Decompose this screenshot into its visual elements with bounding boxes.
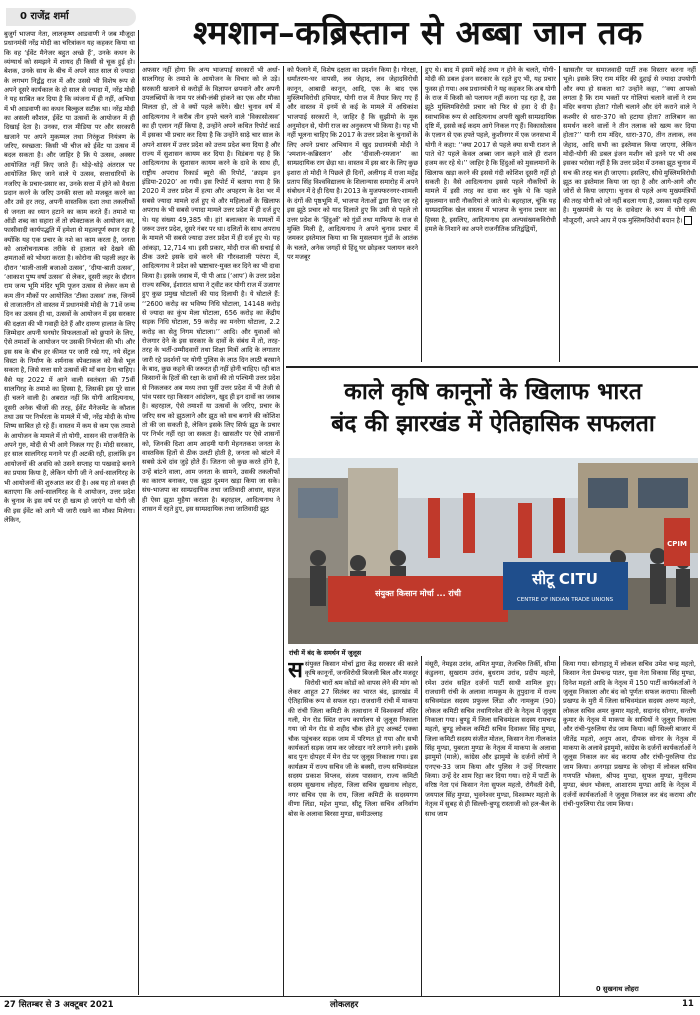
column-divider [283,66,284,996]
article2-column-2 [425,660,556,996]
headline-rule [140,62,698,63]
article1-column-4 [425,66,556,362]
column-divider [421,656,422,996]
footer-paper-name: लोकलहर [330,1000,359,1010]
article1-col1-text: बुजुर्ग भाजपा नेता, लालकृष्ण आडवाणी ने जब मौजूदा प्रधानमंत्री नरेंद्र मोदी का चरित्रांकन यह कहकर किया था कि वह ‘ईवेंट मैनेजर बहुत अच्छे हैं’, उनके कथन के व्यंग्यार्थ को समझने में शायद ही किसी से चूक हुई हो। बेशक, उनके साथ के बीच में अपने सात साल से ज्यादा के लगभग निर्द्वंद्व राज में और उससे भी विशेष रूप से अपने दूसरे कार्यकाल के दो साल से ज्यादा में, नरेंद्र मोदी ने यह साबित कर दिया है कि व्यंजना में ही नहीं, अभिधा में भी आडवाणी का कथन बिल्कुल सटीक था। नरेंद्र मोदी का असली कौशल, ईवेंट या उत्सवों के आयोजन में ही दिखाई देता है। उनका, राज मीडिया पर और सरकारी खजाने पर अपने मुकम्मल तथा निरंकुश नियंत्रण के जरिए, स्वच्छता: किसी भी चीज को ईवेंट या उत्सव में बदल सकता है। और जाहिर है कि ये उत्सव, अक्सर आयोजित नहीं किए जाते हैं। थोड़े-थोड़े अंतराल पर आयोजित किए जाने वाले ये उत्सव, सत्ताधारियों के नजरिए के प्रचार-प्रसार का, उनके सत्ता में होने को वैधता प्रदान करने के जरिए उनकी सत्ता को मजबूत करने का और उसे हर तरह, अपनी वास्तविक दशा तथा तकलीफों से जनता का ध्यान हटाने का काम करते हैं। तमाशे या ऑडी शब्द का सहारा लें तो स्पेक्टाकल के आयोजन का, फासीवादी कार्यपद्धति में हमेशा से महत्वपूर्ण स्थान रहा है क्योंकि यह एक प्रचार के नशे का काम करता है, जनता को आलोचनात्मक तरीके से हालात को देखने की क्षमताओं को भोथरा करता है। कोरोना की पहली लहर के दौरान ‘थाली-ताली बजाओ उत्सव’, ‘दीया-बाती उत्सव’, ‘आकाश पुष्प वर्षा उत्सव’ से लेकर, दूसरी लहर के दौरान राम जन्म भूमि मंदिर भूमि पूजन उत्सव से लेकर कम से कम तीन मौकों पर आयोजित ‘टीका उत्सव’ तक, जिनमें से ताजातरीन तो वास्तव में प्रधानमंत्री मोदी के 71वें जन्म दिन का उत्सव ही था, उत्सवों के आयोजन में इस सरकार की दक्षता की भी गवाही देते हैं और दारुण हालात के लिए जिम्मेदार अपनी घनघोर विफलताओं को छुपाने के लिए, ऐसे तमाशों के आयोजन पर उसकी निर्भरता की भी। और इस सब के बीच हर कीमत पर जारी रखे गए, नये सेंट्रल विस्टा के निर्माण के शर्मनाक स्पेक्टाकल को कैसे भूल सकता है, जिसे सत्ता सारे उत्सवों की माँ बना देना चाहिए। वैसे यह 2022 में आने वाली स्वतंत्रता की 75वीं सालगिरह के तमाशे का हिस्सा है, जिसकी इस पूरे साल ही चलने वाली है। अबरात नहीं कि योगी आदित्यनाथ, दूसरी अनेक चीजों की तरह, ईवेंट मैनेजमेंट के कौशल तथा उस पर निर्भरता के मामले में भी, नरेंद्र मोदी के योग्य शिष्य साबित हो रहे हैं। वास्तव में कम से कम एक तमाशे के आयोजन के मामले में तो योगी, शासन की राजनीति के अपने गुरु, मोदी से भी आगे निकल गए हैं। मोदी सरकार, हर साल सालगिरह मनाने पर ही अटकी रही, हालांकि इन आयोजनों की अवधि को उसने सप्ताह या पखवाड़े बनाने का प्रयास किया है, लेकिन योगी जी ने अर्ध-सालगिरह के भी आयोजनों की शुरुआत कर दी है। अब यह तो वक्त ही बताएगा कि अर्ध-सालगिरह के ये आयोजन, उत्तर प्रदेश के चुनाव के इस वर्ष पर ही खत्म हो जाएंगे या योगी जी की इस ईवेंट को आगे भी जारी रखने का मौका मिलेगा। लेकिन, [4,30,135,524]
byline: 0 राजेंद्र शर्मा [6,8,136,26]
protest-photo [288,458,698,644]
article1-col3-text: को फैलाने में, विशेष दक्षता का प्रदर्शन किया है। गोरक्षा, धर्मांतरण-घर वापसी, लव जेहाद, लव जेहादविरोधी कानून, आबादी कानून, आदि, एक के बाद एक मुस्लिमविरोधी हथियार, योगी राज में तैयार किए गए हैं और वास्तव में इनमें से कई के मामले में अधिकांश भाजपाई सरकारों ने, जाहिर है कि सुझीमो के मूक अनुमोदन से, योगी राज का अनुकरण भी किया है। यह भी नहीं भूलना चाहिए कि 2017 के उत्तर प्रदेश के चुनावों के लिए अपने प्रचार अभियान में खुद प्रधानमंत्री मोदी ने ‘श्मशान-कब्रिस्तान’ और ‘दीवाली-रमजान’ का साम्प्रदायिक राग छेड़ा था। वास्तव में इस बार के लिए कुछ इशारा तो मोदी ने पिछले ही दिनों, अलीगढ़ में राजा महेंद्र प्रताप सिंह विश्वविद्यालय के शिलान्यास समारोह में अपने संबोधन में दे ही दिया है। 2013 के मुजफ्फरनगर-शामली के दंगों की पृष्ठभूमि में, भाजपा नेताओं द्वारा किए जा रहे इस झूठे प्रचार को याद दिलाते हुए कि उसी से पहले तो उत्तर प्रदेश के ‘हिंदुओं’ को गुंडों तथा माफिया के राज से मुक्ति मिली है, आदित्यनाथ ने अपने चुनाव प्रचार में जमकर इस्तेमाल किया था कि मुसलमान गुंडों के आतंक के चलते, अनेक जगहों से हिंदू घर छोड़कर पलायन करने पर मजबूर [287,66,418,261]
article2-column-1 [288,660,418,980]
article1-col5-text: खासतौर पर समाजवादी पार्टी तक विस्तार करना नहीं भूले। इसके लिए राम मंदिर की दुहाई से ज्यादा उपयोगी और क्या हो सकता था? उन्होंने कहा, ‘‘क्या आपको लगता है कि राम भक्तों पर गोलियां चलाने वालों ने राम मंदिर बनाया होता? गोली चलाने और दंगे कराने वाले ने कश्मीर से धारा-370 को हटाया होता? तालिबान का समर्थन करने वालों ने तीन तलाक को खत्म कर दिया होता?’’ यानी राम मंदिर, धारा-370, तीन तलाक, लव जेहाद, आदि सभी का इस्तेमाल किया जाएगा, लेकिन मोदी-योगी की डबल इंजन मशीन को इतने पर भी अब इसका भरोसा नहीं है कि उत्तर प्रदेश में उनका झूठ चुनाव में सच की तरह चल ही जाएगा। इसलिए, सीधे मुस्लिमविरोधी झूठ का इस्तेमाल किया जा रहा है और आगे-आगे और जोरों से किया जाएगा। चुनाव से पहले अन्य मुख्यमंत्रियों की तरह योगी को जो नहीं बदला गया है, उसका यही रहस्य है। मुख्यमंत्री के पद के दावेदार के रूप में योगी की मौजूदगी, अपने आप में एक मुस्लिमविरोधी बयान है। [563,66,696,224]
photo-banner-citu-sub: CENTRE OF INDIAN TRADE UNIONS [516,597,614,603]
photo-banner-red-text: संयुक्त किसान मोर्चा ... रांची [375,589,461,598]
article2-col1-text: संयुक्त किसान मोर्चा द्वारा केंद्र सरकार की काले कृषि कानूनों, जनविरोधी बिजली बिल और मजदूर विरोधी चारों श्रम कोडों को वापस लेने की मांग को लेकर आहूत 27 सितंबर का भारत बंद, झारखंड में ऐतिहासिक रूप से सफल रहा। राजधानी रांची में माकपा की रांची जिला कमिटी के तत्वाधान में विश्वकर्मा मंदिर गली, मेन रोड स्थित राज्य कार्यालय से जुलूस निकाला गया जो मेन रोड से शहीद चौक होते हुए अल्बर्ट एक्का चौक पहुंचकर सड़क जाम में परिणत हो गया और सभी कार्यकर्ता सड़क जाम कर जोरदार नारे लगाने लगे। इसके बाद पुनः दोपहर में मेन रोड पर जुलूस निकाला गया। इस कार्यक्रम में राज्य सचिव जी के बक्सी, राज्य सचिवमंडल सदस्य प्रकाश विप्लव, संजय पासवान, राज्य कमिटी सदस्य सुखनाथ लोहरा, जिला सचिव सुखनाथ लोहरा, नगर सचिव एस के राय, जिला कमिटी के सदस्यगण वीणा लिंडा, महेश मुण्डा, सीटू जिला सचिव अनिर्वाण बोस के अलावा बिरसा मुण्डा, समीउल्लाह [288,660,418,818]
article1-column-5 [563,66,696,362]
column-divider [421,66,422,362]
article1-col4-text: हुए थे। बाद में इसमें कोई तथ्य न होने के चलते, योगी-मोदी की डबल इंजन सरकार के रहते हुए भी, यह प्रचार फुस्स हो गया। अब प्रधानमंत्री ने यह कहकर कि अब योगी के राज में किसी को पलायन नहीं करना पड़ रहा है, उस झूठे मुस्लिमविरोधी प्रचार को फिर से हवा दे दी है। स्वाभाविक रूप से आदित्यनाथ अपनी खुली साम्प्रदायिक दृष्टि में, इससे कई कदम आगे निकल गए हैं। विकासोत्सव के एलान से एक हफ्ते पहले, कुशीनगर में एक जनसभा में योगी ने कहा: ‘‘क्या 2017 से पहले क्या सभी राशन ले पाते थे? पहले केवल अब्बा जान कहने वाले ही राशन हजम कर रहे थे।’’ जाहिर है कि हिंदुओं को मुसलमानों के खिलाफ खड़ा करने की इससे गंदी कोशिश दूसरी नहीं हो सकती है। वैसे आदित्यनाथ इससे पहले नौकरियों के मामले में इसी तरह का दावा कर चुके थे कि पहले मुसलमान सारी नौकरियां ले जाते थे। बहरहाल, चूंकि यह साम्प्रदायिक खेल वास्तव में भाजपा के चुनाव प्रचार का हिस्सा है, इसलिए, आदित्यनाथ इस अल्पसंख्यकविरोधी हमले के निशाने का अपने राजनीतिक प्रतिद्वंद्वियों, [425,66,556,233]
drop-cap: स [288,660,303,683]
reporter-credit: 0 सुखनाथ लोहरा [596,985,639,993]
photo-caption: रांची में बंद के समर्थन में जुलूस [289,649,362,657]
end-mark-icon [684,216,692,225]
article2-column-3 [563,660,696,980]
main-headline: श्मशान–कब्रिस्तान से अब्बा जान तक [193,13,643,52]
article2-headline [288,370,698,460]
photo-banner-citu: सीटू CITU [532,570,598,588]
article2-headline-line2: बंद की झारखंड में ऐतिहासिक सफलता [331,410,655,437]
article2-headline-line1: काले कृषि कानूनों के खिलाफ भारत [344,378,642,405]
footer-date: 27 सितम्बर से 3 अक्टूबर 2021 [4,1000,114,1010]
article1-column-3 [287,66,418,362]
footer-rule [0,996,700,997]
section-rule [286,366,698,368]
protest-photo-illustration [288,458,698,644]
column-divider [138,30,139,995]
article2-col3-text: किया गया। सोनाहातू में लोकल सचिव उमेश चन्द्र महतो, किसान नेता प्रेमचन्द्र पातर, युवा नेता विकास सिंह मुण्डा, दिनेश महतो आदि के नेतृत्व में 150 पार्टी कार्यकर्ताओं ने जुलूस निकाला और बंद को पूर्णतः सफल कराया। सिल्ली प्रखण्ड के मुरी में जिला सचिवमंडल सदस्य अरुण महतो, लोकल सचिव अमर कुमार महतो, सदानंद सोनार, सन्तोष कुमार के नेतृत्व में माकपा के साथियों ने जुलूस निकाला और रांची-पुरुलिया रोड जाम किया। वहीं सिल्ली बाजार में जीतेंद्र महतो, अनुप आश, दीपक सोनार के नेतृत्व में माकपा के अलावे झामुमो, कांग्रेस के दर्जनों कार्यकर्ताओं ने जुलूस निकाल कर बंद कराया और रांची-पुरुलिया रोड जाम किया। अनगड़ा प्रखण्ड के जोन्हा में लोकल सचिव गणपति भोक्ता, श्रीपद मुण्डा, सुफल मुण्डा, मुनीराम मुण्डा, बंधन भोक्ता, आशाराम मुण्डा आदि के नेतृत्व में दर्जनों कार्यकर्ताओं ने जुलूस निकाल कर बंद कराया और रांची-पुरुलिया रोड जाम किया। [563,660,696,809]
article1-col2-text: अफसर नहीं होगा कि अन्य भाजपाई सरकारों भी अर्धा-सालगिरह के तमाशे के आयोजन के विचार को ले उड़े। सरकारी खजाने से करोड़ों के विज्ञापन छपवाने और अपनी उपलब्धियों के नाम पर लंबी-लंबी हांकने का एक और मौका मिलता हो, तो वे क्यों पहले करेंगे। खैर! चुनाव वर्ष में आदित्यनाथ ने करीब तीन हफ्ते चलने वाले ‘विकासोत्सव’ का ही एलान नहीं किया है, उन्होंने अपने कथित रिपोर्ट कार्ड में इसका भी प्रचार कर दिया है कि उन्होंने साढ़े चार साल के अपने शासन में उत्तर प्रदेश को उत्तम प्रदेश बना दिया है और राज्य में सुशासन कायम कर दिया है। विडंबना यह है कि आदित्यनाथ के सुशासन कायम करने के दावे के साथ ही, राष्ट्रीय अपराध रिकार्ड ब्यूरो की रिपोर्ट, ‘क्राइम इन इंडिया-2020’ आ गयी। इस रिपोर्ट में बताया गया है कि 2020 में उत्तर प्रदेश में हत्या और अपहरण के देश भर में सबसे ज्यादा मामले दर्ज हुए थे और महिलाओं के खिलाफ अपराध के भी सबसे ज्यादा मामले उत्तर प्रदेश में ही दर्ज हुए थे। यह संख्या 49,385 थी। हां! बलात्कार के मामलों में जरूर उत्तर प्रदेश, दूसरे नंबर पर था। दलितों के साथ अपराध के मामले भी सबसे ज्यादा उत्तर प्रदेश में ही दर्ज हुए थे। यह आंकड़ा, 12,714 था। इसी प्रकार, मोदी राज की सचाई से ठीक उलटे इसके दावे करने की गौरवशाली परंपरा में, आदित्यनाथ ने प्रदेश को भ्रष्टाचार-मुक्त कर दिने का भी दावा किया है। इसके जवाब में, पी पी आड (‘आप’) के उत्तर प्रदेश राज्य सचिव, ईशारात थाया ने ट्वीट कर योगी राज में उजागर हुए कुछ प्रमुख घोटालों की याद दिलायी है। ये घोटाले हैं: ‘‘2600 करोड़ का भविष्य निधि घोटाला, 14148 करोड़ से ज्यादा का कुंभ मेला घोटाला, 656 करोड़ का केंद्रीय सड़क निधि घोटाला, 59 करोड़ का मनरेगा घोटाला, 2.2 करोड़ का सेतु निगम घोटाला।’’ आदि। और युवाओं को रोजगार देने के इस सरकार के दावों के संबंध में तो, तरह-तरह के भर्ती-उम्मीदवारों तथा शिक्षा मित्रों आदि के लगातार जारी रहे प्रदर्शनों पर योगी पुलिस के लाठ दिन लाठी बरसाने के बाद, कुछ कहने की जरूरत ही नहीं होनी चाहिए। रही बात किसानों के हितों की रक्षा के दावों की तो पश्चिमी उत्तर प्रदेश से निकलकर अब मध्य तथा पूर्वी उत्तर प्रदेश में भी तेजी से पांव पसार रहा किसान आंदोलन, खुद ही इन दावों का जवाब है। बहरहाल, ऐसे तमाशों या उत्सवों के जरिए, प्रचार के जरिए सच को झुठलाने और झूठ को सच बनाने की कोशिश तो की जा सकती है, लेकिन इसके लिए सिर्फ झूठ के प्रचार पर निर्भर नहीं रहा जा सकता है। खासतौर पर ऐसे शासनों को, जिनकी दिशा आम आदमी यानी मेहनतकश जनता के वास्तविक हितों से ठीक उलटी होती है, जनता को बांटने में सबसे ऊंचे दांव जुड़े होते हैं। जितना जो कुछ करते होंगे है, उन्हें बांटने वाला, आम जनता के सामने, उसकी तकलीफों का कारण बनाकर, एक झूठा दुश्मन खड़ा किया जा सके। संघ-भाजपा का साम्प्रदायिक तथा जातिवादी आधार, सहज ही ऐसा झूठा मुहैया कराता है। बहरहाल, आदित्यनाथ ने शासन में रहते हुए, इस साम्प्रदायिक तथा जातिवादी झूठ [142,66,280,514]
photo-sign-cpim: CPIM [667,540,687,548]
column-divider [559,656,560,996]
article1-column-1 [4,30,135,995]
article1-column-2 [142,66,280,996]
column-divider [559,66,560,362]
article2-col2-text: मंसूरी, नेमइस उरांव, अमित मुण्डा, तेजचिरु तिर्की, सीमा कंडुलना, सुखराम उरांव, बुधराम उरांव, प्रदीप महतो, रमेश उरांव सहित दर्जनों पार्टी साथी शामिल हुए। राजधानी रांची के अलावा नामकुम के तुपुदाना में राज्य सचिवमंडल सदस्य प्रफुल्ल लिंडा और नामकुम (90) लोकल कमिटी सचिव तथागिरवेश दोरे के नेतृत्व में जुलूस निकाला गया। बुण्डू में जिला सचिवमंडल सदस्य रामचन्द्र महतो, बुण्डू लोकल कमिटी सचिव दिवाकर सिंह मुण्डा, जिला कमिटी सदस्य संजीत मोतल, किसान नेता नीलकांत सिंह मुण्डा, युबरता मुण्डा के नेतृत्व में माकपा के अलावा झामुमो (माले), कांग्रेस और झामुमो के दर्जनों लोगों ने एनएच-33 जाम किया और पुलिस ने उन्हें गिरफ्तार किया। उन्हें देर शाम रिहा कर दिया गया। राहे में पार्टी के वरिष्ठ नेता एवं किसान नेता सुफल महतो, रोगैवती देवी, जयपाल सिंह मुण्डा, भुवनेश्वर मुण्डा, विश्वम्भर महतो के नेतृत्व में सुबह से ही सिल्ली-बुण्डू रास्ताजी को हल-बैल के साथ जाम [425,660,556,818]
footer-page-number: 11 [682,999,694,1009]
